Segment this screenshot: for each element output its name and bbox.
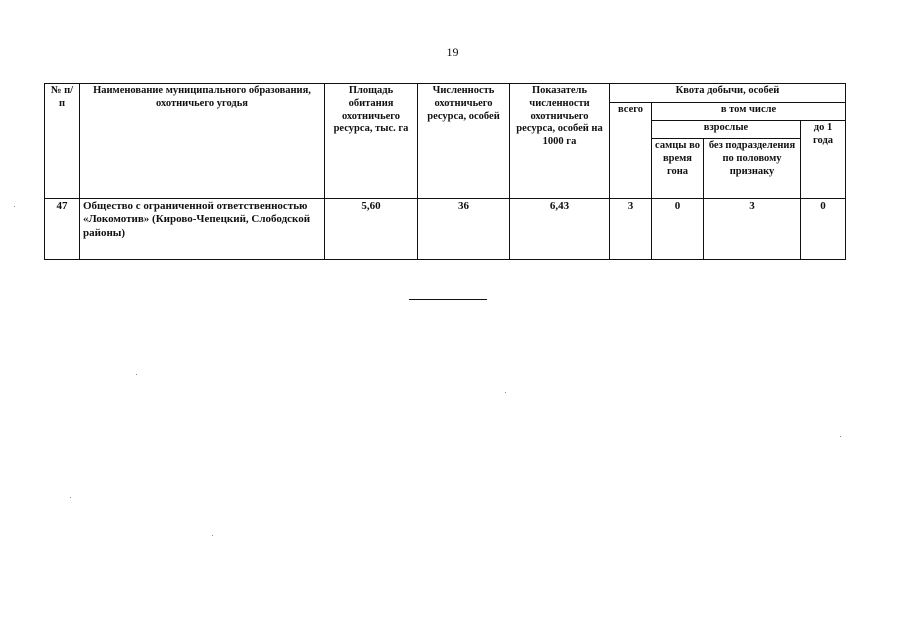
cell-males-rut: 0	[652, 199, 704, 260]
cell-total: 3	[610, 199, 652, 260]
scan-speck	[840, 436, 841, 437]
table-row	[45, 199, 846, 260]
header-including: в том числе	[652, 103, 846, 121]
cell-area: 5,60	[325, 199, 418, 260]
header-adults: взрослые	[652, 121, 801, 139]
cell-count: 36	[418, 199, 510, 260]
hunting-quota-table	[44, 83, 846, 260]
header-density: Показатель численности охотничьего ресурса, особей на 1000 га	[510, 84, 610, 199]
header-under-1-year: до 1 года	[801, 121, 846, 199]
page-number: 19	[446, 45, 459, 59]
header-num: № п/п	[45, 84, 80, 199]
header-quota: Квота добычи, особей	[610, 84, 846, 103]
cell-under-1-year: 0	[801, 199, 846, 260]
header-area: Площадь обитания охотничьего ресурса, тыс. га	[325, 84, 418, 199]
cell-num: 47	[45, 199, 80, 260]
header-count: Численность охотничьего ресурса, особей	[418, 84, 510, 199]
closing-rule	[409, 299, 487, 300]
cell-no-sex-division: 3	[704, 199, 801, 260]
header-total: всего	[610, 103, 652, 199]
cell-density: 6,43	[510, 199, 610, 260]
cell-name: Общество с ограниченной ответственностью «Локомотив» (Кирово-Чепецкий, Слободской районы)	[80, 199, 325, 260]
scan-speck	[505, 392, 506, 393]
scan-speck	[70, 497, 71, 498]
header-no-sex-division: без подразделения по половому признаку	[704, 139, 801, 199]
scan-speck	[212, 535, 213, 536]
scan-speck	[14, 206, 15, 207]
header-males-rut: самцы во время гона	[652, 139, 704, 199]
scan-speck	[136, 374, 137, 375]
header-name: Наименование муниципального образования, охотничьего угодья	[80, 84, 325, 199]
